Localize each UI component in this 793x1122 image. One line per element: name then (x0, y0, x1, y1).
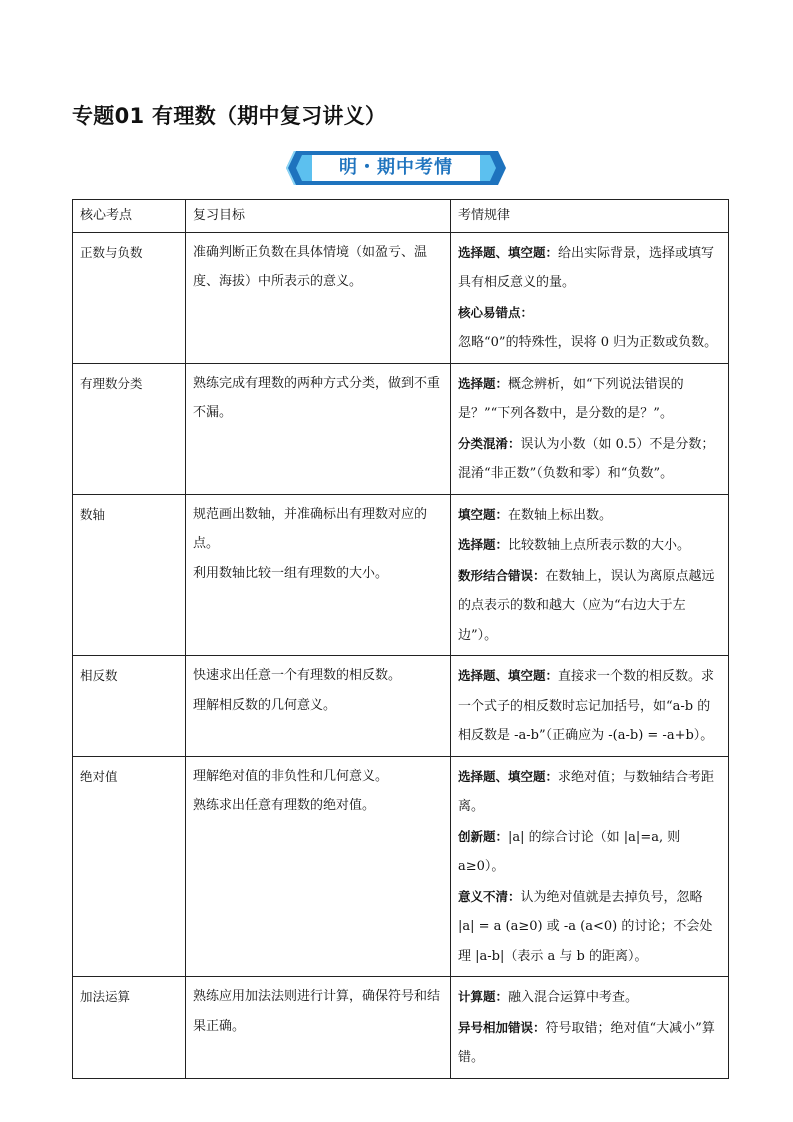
page-title: 专题01 有理数（期中复习讲义） (72, 104, 387, 128)
trend-item (458, 822, 721, 882)
trend-item (458, 238, 721, 298)
trend-label: 选择题 (458, 375, 496, 391)
trend-separator: ： (533, 567, 546, 583)
trends-cell (451, 494, 729, 656)
trend-separator: ： (545, 768, 559, 784)
topic-cell: 绝对值 (73, 756, 186, 977)
trend-separator: ： (508, 888, 521, 904)
trend-text: 在数轴上，误认为离原点越远的点表示的数和越大（应为“右边大于左边”）。 (458, 568, 715, 643)
trend-item (458, 530, 721, 561)
table-row (73, 363, 729, 494)
trend-text: 融入混合运算中考查。 (508, 990, 639, 1005)
trend-text: 比较数轴上点所表示数的大小。 (508, 538, 691, 553)
topic-cell: 相反数 (73, 656, 186, 757)
trend-item (458, 369, 721, 429)
goals-cell (186, 363, 451, 494)
goal-text: 理解相反数的几何意义。 (193, 697, 337, 713)
goal-text: 熟练求出任意有理数的绝对值。 (193, 798, 376, 813)
goals-cell (186, 494, 451, 656)
goal-text: 理解绝对值的非负性和几何意义。 (193, 768, 389, 784)
trends-cell (451, 232, 729, 363)
table-row (73, 756, 729, 977)
trend-item (458, 298, 721, 329)
trend-text: 在数轴上标出数。 (508, 507, 613, 523)
trend-separator: ： (545, 668, 559, 683)
trend-text: 给出实际背景，选择或填写具有相反意义的量。 (458, 245, 715, 290)
trend-label: 意义不清 (458, 888, 509, 904)
trend-item (458, 561, 721, 651)
table-row (73, 977, 729, 1079)
trend-item (458, 328, 721, 358)
trend-item (458, 982, 721, 1013)
banner-title: 明・期中考情 (339, 157, 453, 178)
trend-label: 创新题 (458, 828, 496, 844)
table-row (73, 232, 729, 363)
goal-text: 规范画出数轴，并准确标出有理数对应的点。 (193, 506, 428, 551)
trend-separator: ： (495, 828, 509, 844)
goal-text: 快速求出任意一个有理数的相反数。 (193, 668, 402, 683)
trends-cell (451, 977, 729, 1079)
trend-separator: ： (495, 375, 509, 391)
trend-text: 认为绝对值就是去掉负号，忽略 |a| = a (a≥0) 或 -a (a<0) 的讨论；不会处理 |a-b|（表示 a 与 b 的距离）。 (458, 889, 713, 964)
trend-text: |a| 的综合讨论（如 |a|=a, 则 a≥0）。 (458, 829, 681, 874)
table-row (73, 656, 729, 757)
trends-cell (451, 363, 729, 494)
trend-item (458, 429, 721, 489)
trend-separator: ： (495, 506, 509, 522)
trend-label: 分类混淆 (458, 435, 509, 451)
trend-label: 异号相加错误 (458, 1019, 534, 1035)
goal-text: 利用数轴比较一组有理数的大小。 (193, 565, 389, 581)
trend-label: 填空题 (458, 506, 496, 522)
trends-cell (451, 756, 729, 977)
trend-item (458, 762, 721, 822)
trend-label: 数形结合错误 (458, 567, 534, 583)
review-table (72, 199, 729, 1079)
goals-cell (186, 656, 451, 757)
trend-label: 选择题、填空题 (458, 668, 546, 683)
trend-text: 误认为小数（如 0.5）不是分数；混淆“非正数”（负数和零）和“负数”。 (458, 436, 715, 481)
topic-cell: 数轴 (73, 494, 186, 656)
header-topic: 核心考点 (73, 200, 186, 233)
trend-text: 符号取错；绝对值“大减小”算错。 (458, 1020, 715, 1065)
trend-item (458, 661, 721, 751)
goals-cell (186, 977, 451, 1079)
topic-cell: 加法运算 (73, 977, 186, 1079)
trend-text: 直接求一个数的相反数。求一个式子的相反数时忘记加括号，如“a-b 的相反数是 -a-b”（正确应为 -(a-b) = -a+b）。 (458, 669, 715, 743)
trend-label: 选择题、填空题 (458, 768, 546, 784)
trend-text: 概念辨析，如“下列说法错误的是？”“下列各数中，是分数的是？”。 (458, 376, 684, 421)
trend-separator: ： (495, 989, 509, 1004)
trend-label: 核心易错点 (458, 304, 521, 320)
table-header-row (73, 200, 729, 233)
goals-cell (186, 756, 451, 977)
topic-cell: 有理数分类 (73, 363, 186, 494)
header-goals: 复习目标 (186, 200, 451, 233)
trend-label: 计算题 (458, 989, 496, 1004)
header-trends: 考情规律 (451, 200, 729, 233)
trend-text: 求绝对值；与数轴结合考距离。 (458, 769, 715, 814)
trend-separator: ： (495, 537, 509, 552)
trend-item (458, 500, 721, 531)
goal-text: 熟练完成有理数的两种方式分类，做到不重不漏。 (193, 375, 441, 420)
table-row (73, 494, 729, 656)
section-banner (284, 147, 508, 189)
trend-separator: ： (508, 435, 521, 451)
trend-text: 忽略“0”的特殊性，误将 0 归为正数或负数。 (458, 335, 718, 350)
goals-cell (186, 232, 451, 363)
trend-item (458, 1013, 721, 1073)
trend-label: 选择题、填空题 (458, 244, 546, 260)
trends-cell (451, 656, 729, 757)
trend-label: 选择题 (458, 537, 496, 552)
trend-separator: ： (545, 244, 559, 260)
trend-separator: ： (520, 304, 534, 320)
goal-text: 熟练应用加法法则进行计算，确保符号和结果正确。 (193, 989, 441, 1034)
topic-cell: 正数与负数 (73, 232, 186, 363)
trend-item (458, 882, 721, 972)
goal-text: 准确判断正负数在具体情境（如盈亏、温度、海拔）中所表示的意义。 (193, 244, 428, 289)
trend-separator: ： (533, 1019, 546, 1035)
